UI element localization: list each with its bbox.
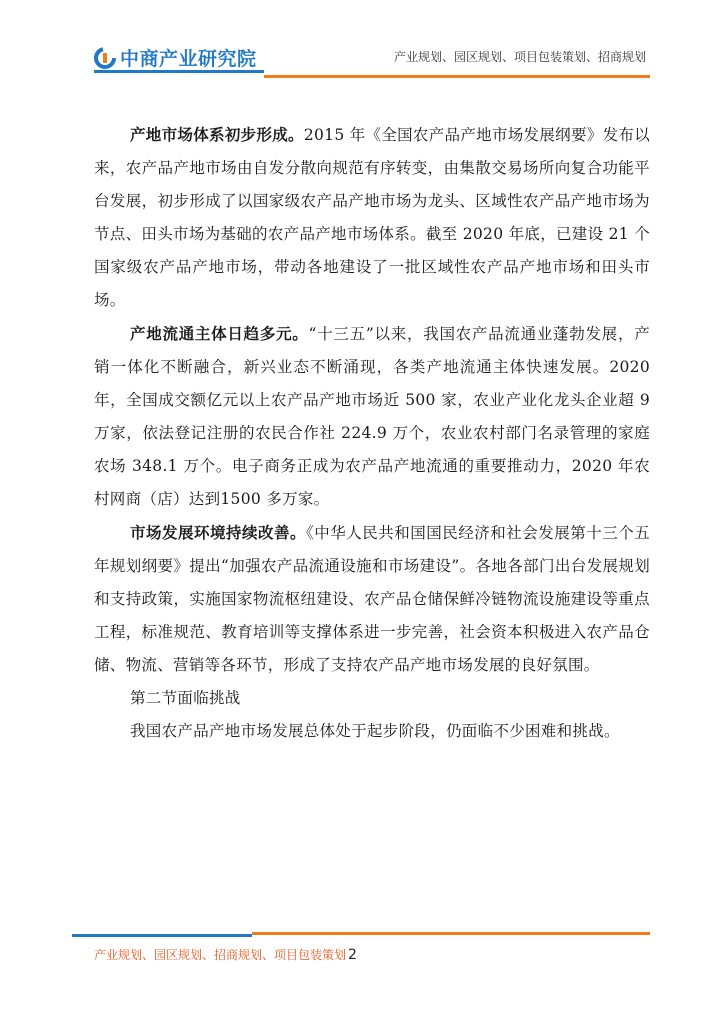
paragraph-body: 2015 年《全国农产品产地市场发展纲要》发布以来，农产品产地市场由自发分散向规范有序转变，由集散交易场所向复合功能平台发展，初步形成了以国家级农产品产地市场为龙头、区域性农产品产地市场为节点、田头市场为基础的农产品产地市场体系。截至 2020 年底，已建设 21 个国家级农产品产地市场，带动各地建设了一批区域性农产品产地市场和田头市场。 xyxy=(94,126,650,309)
page-number: 2 xyxy=(348,947,357,963)
paragraph-body: 《中华人民共和国国民经济和社会发展第十三个五年规划纲要》提出“加强农产品流通设施和市场建设”。各地各部门出台发展规划和支持政策，实施国家物流枢纽建设、农产品仓储保鲜冷链物流设施建设等重点工程，标准规范、教育培训等支撑体系进一步完善，社会资本积极进入农产品仓储、物流、营销等各环节，形成了支持农产品产地市场发展的良好氛围。 xyxy=(94,524,650,674)
header-divider-orange xyxy=(264,75,650,78)
page-header xyxy=(0,0,724,82)
header-divider-blue xyxy=(94,70,264,73)
logo-icon xyxy=(94,47,116,69)
paragraph xyxy=(94,516,650,682)
paragraph-lead: 市场发展环境持续改善。 xyxy=(130,523,306,542)
logo xyxy=(94,44,257,71)
footer-divider-blue xyxy=(72,934,252,937)
logo-text: 中商产业研究院 xyxy=(120,48,257,70)
closing-paragraph: 我国农产品产地市场发展总体处于起步阶段，仍面临不少困难和挑战。 xyxy=(130,722,620,740)
footer-divider-orange xyxy=(252,932,650,935)
paragraph-lead: 产地流通主体日趋多元。 xyxy=(130,324,309,343)
header-tagline: 产业规划、园区规划、项目包装策划、招商规划 xyxy=(393,50,646,64)
page-footer xyxy=(94,946,357,963)
section-heading: 第二节面临挑战 xyxy=(130,689,241,707)
paragraph xyxy=(94,317,650,516)
footer-text: 产业规划、园区规划、招商规划、项目包装策划 xyxy=(94,948,347,962)
paragraph-lead: 产地市场体系初步形成。 xyxy=(130,125,304,144)
paragraph xyxy=(94,118,650,317)
paragraph-body: “十三五”以来，我国农产品流通业蓬勃发展，产销一体化不断融合，新兴业态不断涌现，各类产地流通主体快速发展。2020 年，全国成交额亿元以上农产品产地市场近 500 家，农业产业化龙头企业超 9 万家，依法登记注册的农民合作社 224.9 万个，农业农村部门名录管理的家庭农场 348.1 万个。电子商务正成为农产品产地流通的重要推动力，2020 年农村网商（店）达到1500 多万家。 xyxy=(94,325,650,508)
document-body xyxy=(94,118,650,748)
